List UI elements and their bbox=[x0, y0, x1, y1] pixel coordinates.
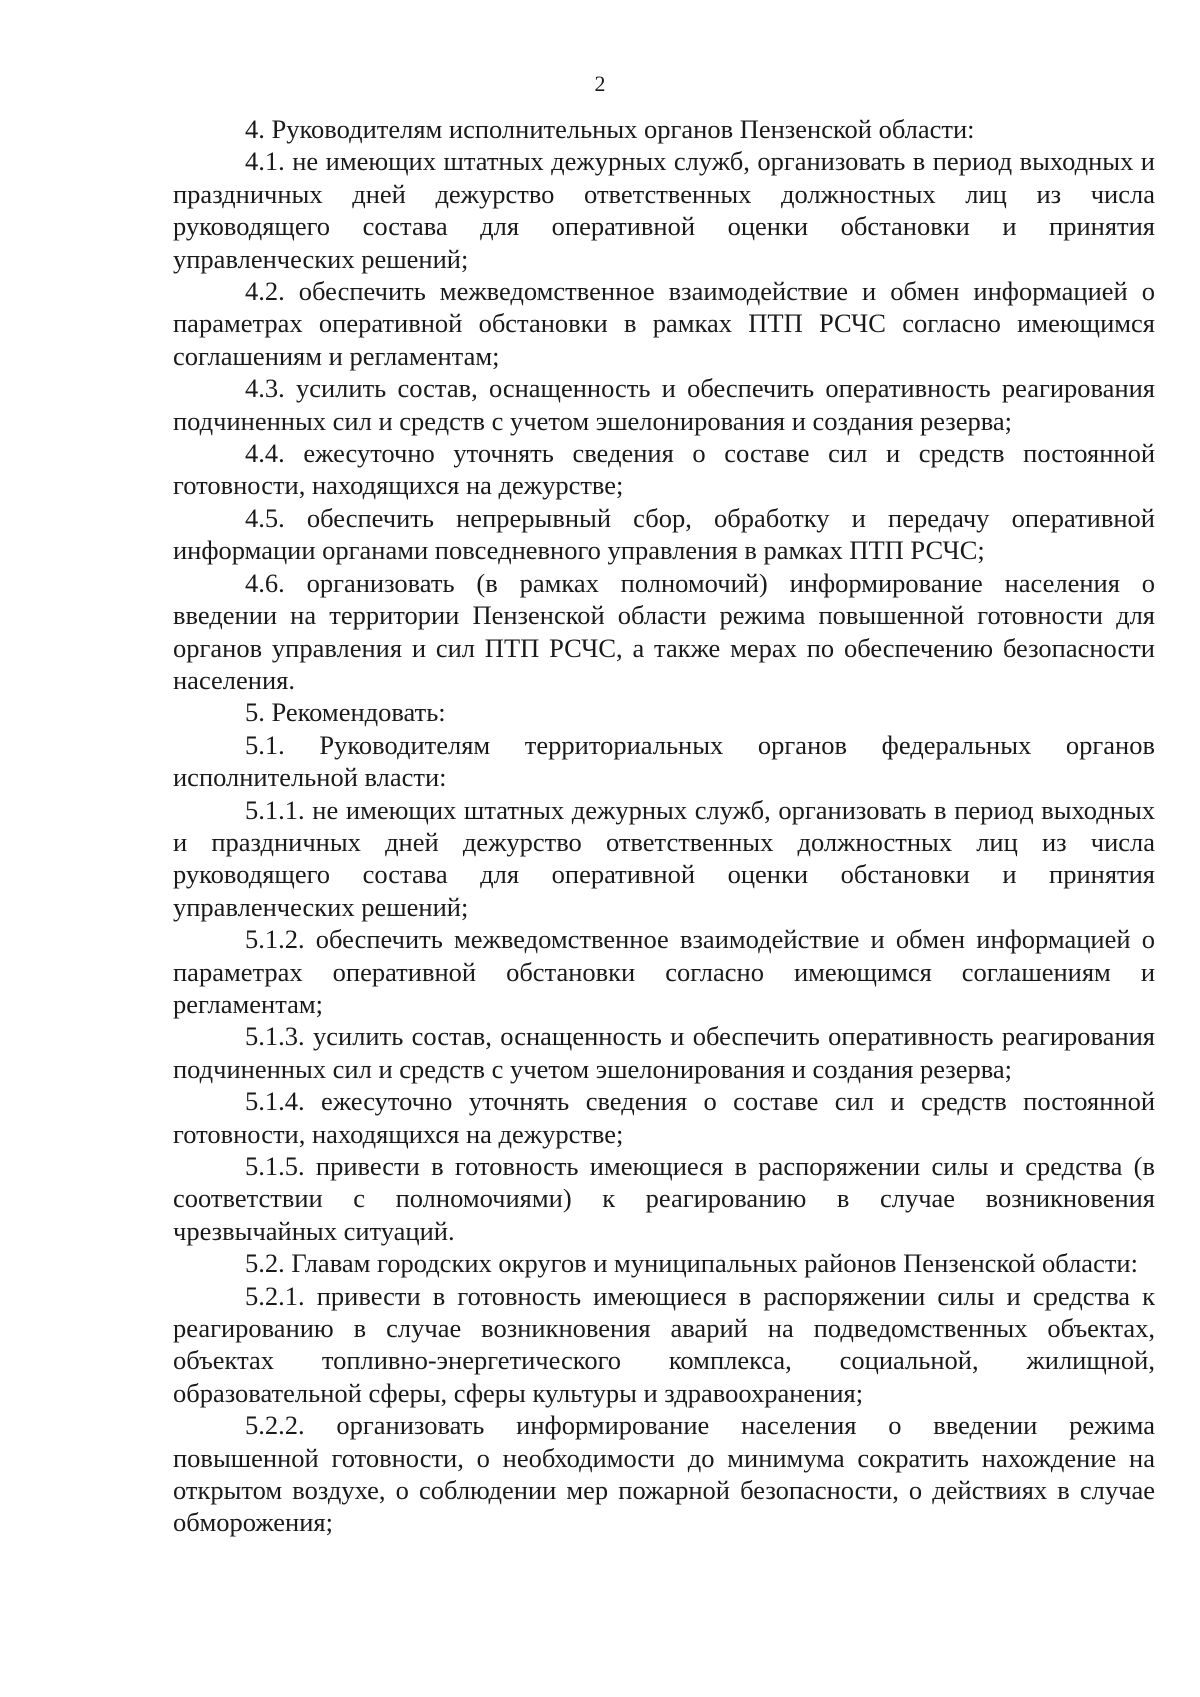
paragraph-4-5: 4.5. обеспечить непрерывный сбор, обработку и передачу оперативной информации органами повседневного управления в рамках ПТП РСЧС; bbox=[173, 502, 1155, 566]
paragraph-5: 5. Рекомендовать: bbox=[245, 697, 446, 728]
paragraph-5-1-2: 5.1.2. обеспечить межведомственное взаимодействие и обмен информацией о параметрах оперативной обстановки согласно имеющимся соглашениям и регламентам; bbox=[173, 924, 1155, 1019]
paragraph-5-1-1: 5.1.1. не имеющих штатных дежурных служб, организовать в период выходных и праздничных дней дежурство ответственных должностных лиц из числа руководящего состава для оперативной оценки обстановки и принятия управленческих решений; bbox=[173, 794, 1155, 922]
paragraph-5-2-1: 5.2.1. привести в готовность имеющиеся в распоряжении силы и средства к реагированию в случае возникновения аварий на подведомственных объектах, объектах топливно-энергетического комплекса, социальной, жилищной, образовательной сферы, сферы культуры и здравоохранения; bbox=[173, 1280, 1155, 1408]
paragraph-5-2: 5.2. Главам городских округов и муниципальных районов Пензенской области: bbox=[245, 1248, 1138, 1279]
page-number: 2 bbox=[594, 71, 606, 96]
paragraph-4-2: 4.2. обеспечить межведомственное взаимодействие и обмен информацией о параметрах оперативной обстановки в рамках ПТП РСЧС согласно имеющимся соглашениям и регламентам; bbox=[173, 276, 1155, 371]
document-body bbox=[173, 113, 1155, 1539]
paragraph-5-2-2: 5.2.2. организовать информирование населения о введении режима повышенной готовности, о необходимости до минимума сократить нахождение на открытом воздухе, о соблюдении мер пожарной безопасности, о действиях в случае обморожения; bbox=[173, 1410, 1155, 1538]
paragraph-4-6: 4.6. организовать (в рамках полномочий) информирование населения о введении на территории Пензенской области режима повышенной готовности для органов управления и сил ПТП РСЧС, а также мерах по обеспечению безопасности населения. bbox=[173, 567, 1155, 695]
paragraph-4-1: 4.1. не имеющих штатных дежурных служб, организовать в период выходных и праздничных дней дежурство ответственных должностных лиц из числа руководящего состава для оперативной оценки обстановки и принятия управленческих решений; bbox=[173, 146, 1155, 274]
paragraph-5-1-5: 5.1.5. привести в готовность имеющиеся в распоряжении силы и средства (в соответствии с полномочиями) к реагированию в случае возникновения чрезвычайных ситуаций. bbox=[173, 1151, 1155, 1246]
paragraph-4-4: 4.4. ежесуточно уточнять сведения о составе сил и средств постоянной готовности, находящихся на дежурстве; bbox=[173, 438, 1155, 501]
paragraph-4-3: 4.3. усилить состав, оснащенность и обеспечить оперативность реагирования подчиненных сил и средств с учетом эшелонирования и создания резерва; bbox=[173, 373, 1155, 436]
paragraph-5-1-4: 5.1.4. ежесуточно уточнять сведения о составе сил и средств постоянной готовности, находящихся на дежурстве; bbox=[173, 1086, 1155, 1149]
paragraph-4: 4. Руководителям исполнительных органов Пензенской области: bbox=[245, 114, 975, 144]
paragraph-5-1-3: 5.1.3. усилить состав, оснащенность и обеспечить оперативность реагирования подчиненных сил и средств с учетом эшелонирования и создания резерва; bbox=[173, 1021, 1155, 1084]
paragraph-5-1: 5.1. Руководителям территориальных органов федеральных органов исполнительной власти: bbox=[173, 729, 1155, 793]
